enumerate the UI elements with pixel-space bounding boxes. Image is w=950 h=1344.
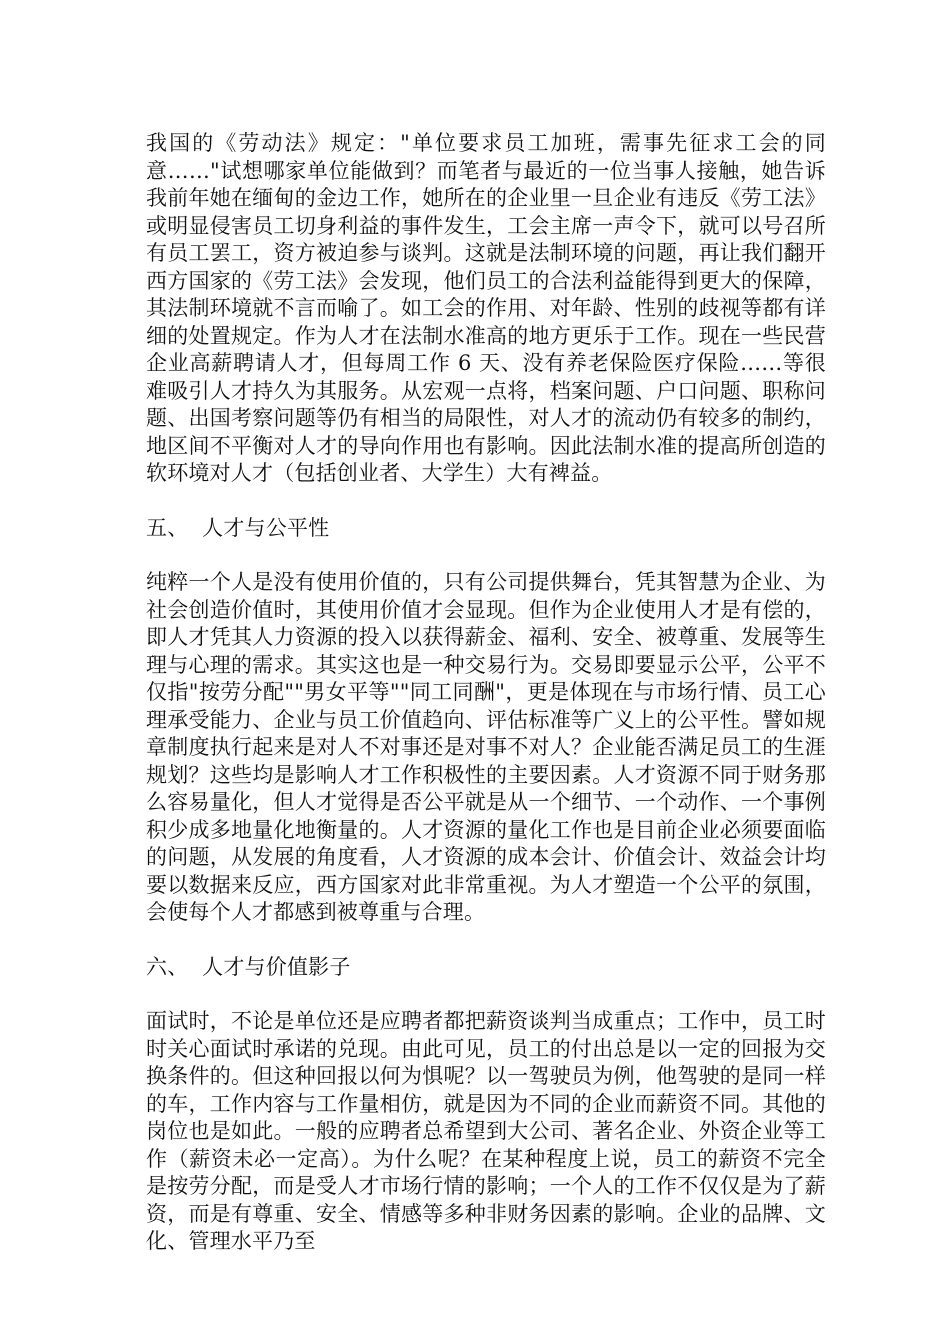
- section-heading-fairness: 五、 人才与公平性: [146, 515, 330, 540]
- section-heading-value-shadow: 六、 人才与价值影子: [146, 954, 351, 979]
- paragraph-fairness: 纯粹一个人是没有使用价值的，只有公司提供舞台，凭其智慧为企业、为社会创造价值时，其使用价值才会显现。但作为企业使用人才是有偿的，即人才凭其人力资源的投入以获得薪金、福利、安全、被尊重、发展等生理与心理的需求。其实这也是一种交易行为。交易即要显示公平，公平不仅指"按劳分配""男女平等""同工同酬"，更是体现在与市场行情、员工心理承受能力、企业与员工价值趋向、评估标准等广义上的公平性。譬如规章制度执行起来是对人不对事还是对事不对人？企业能否满足员工的生涯规划？这些均是影响人才工作积极性的主要因素。人才资源不同于财务那么容易量化，但人才觉得是否公平就是从一个细节、一个动作、一个事例积少成多地量化地衡量的。人才资源的量化工作也是目前企业必须要面临的问题，从发展的角度看，人才资源的成本会计、价值会计、效益会计均要以数据来反应，西方国家对此非常重视。为人才塑造一个公平的氛围，会使每个人才都感到被尊重与合理。: [146, 570, 826, 924]
- paragraph-labor-law: 我国的《劳动法》规定："单位要求员工加班，需事先征求工会的同意……"试想哪家单位能做到？而笔者与最近的一位当事人接触，她告诉我前年她在缅甸的金边工作，她所在的企业里一旦企业有违反《劳工法》或明显侵害员工切身利益的事件发生，工会主席一声令下，就可以号召所有员工罢工，资方被迫参与谈判。这就是法制环境的问题，再让我们翻开西方国家的《劳工法》会发现，他们员工的合法利益能得到更大的保障，其法制环境就不言而喻了。如工会的作用、对年龄、性别的歧视等都有详细的处置规定。作为人才在法制水准高的地方更乐于工作。现在一些民营企业高薪聘请人才，但每周工作 6 天、没有养老保险医疗保险……等很难吸引人才持久为其服务。从宏观一点将，档案问题、户口问题、职称问题、出国考察问题等仍有相当的局限性，对人才的流动仍有较多的制约，地区间不平衡对人才的导向作用也有影响。因此法制水准的提高所创造的软环境对人才（包括创业者、大学生）大有裨益。: [146, 131, 826, 485]
- paragraph-value-shadow: 面试时，不论是单位还是应聘者都把薪资谈判当成重点；工作中，员工时时关心面试时承诺的兑现。由此可见，员工的付出总是以一定的回报为交换条件的。但这种回报以何为惧呢？以一驾驶员为例，他驾驶的是同一样的车，工作内容与工作量相仿，就是因为不同的企业而薪资不同。其他的岗位也是如此。一般的应聘者总希望到大公司、著名企业、外资企业等工作（薪资未必一定高）。为什么呢？在某种程度上说，员工的薪资不完全是按劳分配，而是受人才市场行情的影响；一个人的工作不仅仅是为了薪资，而是有尊重、安全、情感等多种非财务因素的影响。企业的品牌、文化、管理水平乃至: [146, 1009, 826, 1253]
- document-body: [146, 130, 826, 1256]
